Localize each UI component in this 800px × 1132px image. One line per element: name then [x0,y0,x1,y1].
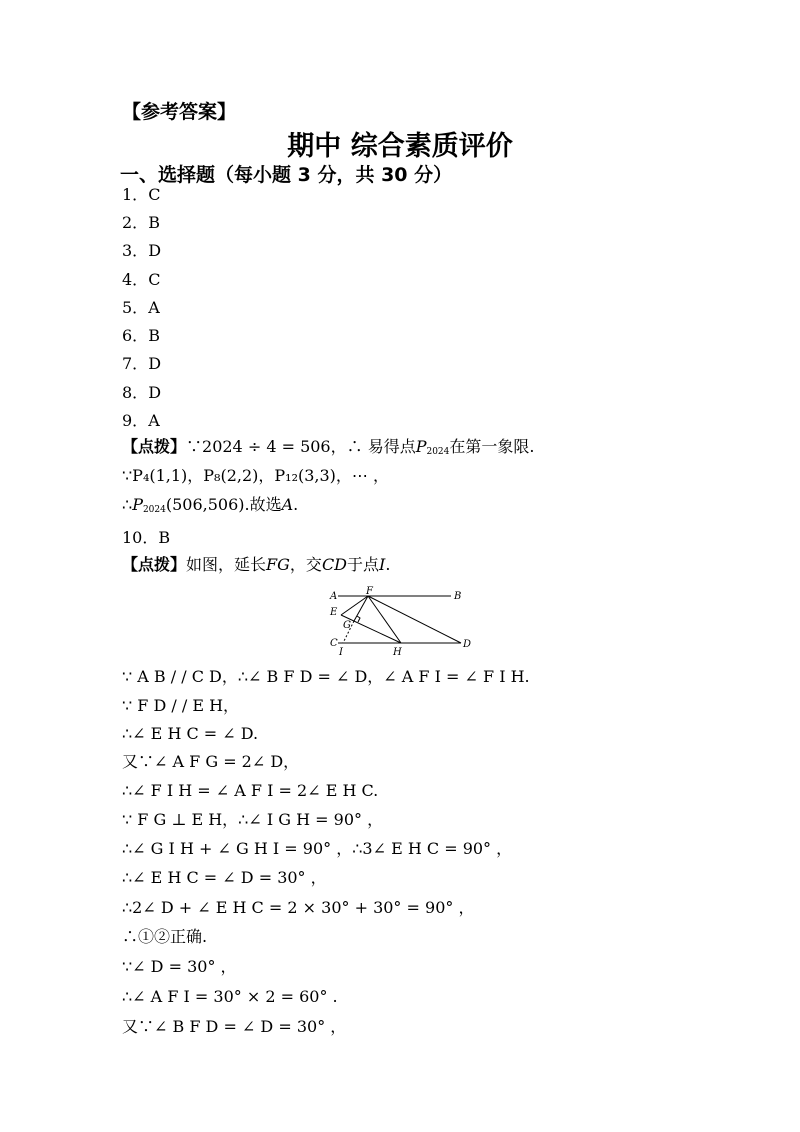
proof-line: ∴∠ A F I = 30° × 2 = 60° . [122,987,338,1006]
proof-line: ∴∠ E H C = ∠ D = 30° ， [122,868,327,887]
answer-item: 4．C [122,270,161,289]
label-f: F [366,586,373,597]
q9-hint-line-2: ∵P₄(1,1)，P₈(2,2)，P₁₂(3,3)，⋯ ， [122,466,390,485]
answer-item: 8．D [122,383,162,402]
label-e: E [330,607,338,618]
proof-line: ∴①②正确. [122,927,208,946]
label-g: G [343,620,351,631]
q9-hint-line-3: $\therefore P_{2024}(506,506)$.故选A. [122,495,299,515]
label-d: D [463,639,472,650]
answer-item: 5．A [122,298,160,317]
geometry-diagram [326,585,476,660]
line-fe [341,596,368,615]
right-angle-mark [357,616,360,622]
answer-item: 10．B [122,528,171,547]
label-a: A [330,591,338,602]
line-fd [368,596,461,643]
q9-hint-line-1: 【点拨】∵2024 ÷ 4 = 506，∴ 易得点$P_{2024}$在第一象限. [122,437,535,457]
answer-item: 6．B [122,326,160,345]
proof-line: ∴∠ G I H + ∠ G H I = 90° ，∴3∠ E H C = 90° ， [122,839,513,858]
label-i: I [339,647,343,658]
answer-item: 3．D [122,241,162,260]
q10-hint-intro: 【点拨】如图，延长FG，交CD于点I. [122,555,391,574]
answer-item: 1．C [122,185,161,204]
proof-line: ∵ F D / / E H， [122,696,240,715]
page-title: 期中 综合素质评价 [287,131,513,162]
proof-line: ∴2∠ D + ∠ E H C = 2 × 30° + 30° = 90° ， [122,898,475,917]
section-title: 一、选择题（每小题 3 分，共 30 分） [120,164,453,186]
answer-item: 2．B [122,213,160,232]
proof-line: 又∵∠ A F G = 2∠ D， [122,752,300,771]
proof-line: ∵∠ D = 30° ， [122,957,237,976]
proof-line: 又∵∠ B F D = ∠ D = 30° ， [122,1017,347,1036]
proof-line: ∴∠ E H C = ∠ D. [122,724,259,743]
answer-item: 9．A [122,411,160,430]
proof-line: ∵ A B / / C D，∴∠ B F D = ∠ D，∠ A F I = ∠ F I H. [122,667,530,686]
reference-label: 【参考答案】 [122,101,237,123]
label-c: C [330,638,338,649]
answer-item: 7．D [122,354,162,373]
label-b: B [454,591,462,602]
label-h: H [393,647,402,658]
proof-line: ∵ F G ⊥ E H，∴∠ I G H = 90° ， [122,810,384,829]
line-fg [354,596,368,621]
proof-line: ∴∠ F I H = ∠ A F I = 2∠ E H C. [122,781,379,800]
line-fh [368,596,401,643]
